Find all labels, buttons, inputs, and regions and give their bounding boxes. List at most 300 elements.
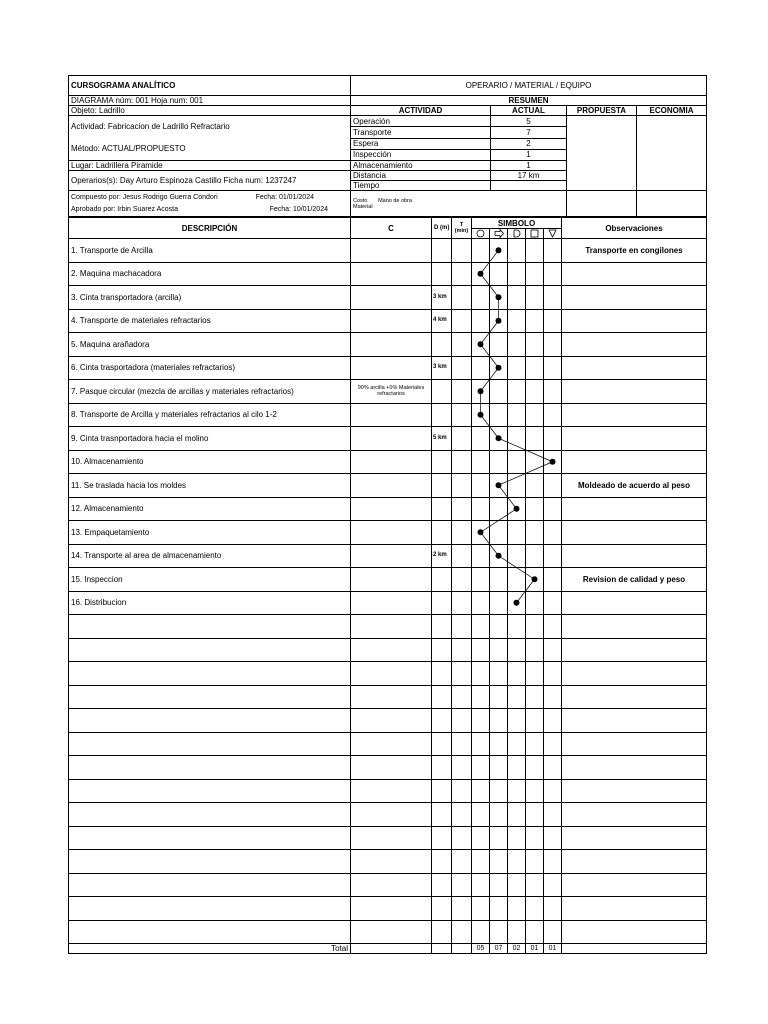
process-row xyxy=(69,450,707,474)
empty-cell xyxy=(69,638,351,662)
empty-cell xyxy=(452,732,472,756)
empty-cell xyxy=(69,709,351,733)
step-c: 90% arcilla +0% Materiales refractarios xyxy=(351,380,432,404)
step-observation xyxy=(562,333,707,357)
empty-cell xyxy=(472,850,490,874)
process-row xyxy=(69,568,707,592)
empty-row xyxy=(69,709,707,733)
info-activity-method xyxy=(69,116,351,161)
empty-cell xyxy=(526,920,544,944)
summary-value: 5 xyxy=(491,116,567,127)
empty-cell xyxy=(69,803,351,827)
empty-cell xyxy=(351,756,432,780)
empty-row xyxy=(69,685,707,709)
symbol-cell xyxy=(472,356,490,380)
empty-cell xyxy=(432,897,452,921)
empty-cell xyxy=(351,803,432,827)
empty-cell xyxy=(490,756,508,780)
step-distance: 3 km xyxy=(432,286,452,310)
empty-cell xyxy=(432,873,452,897)
process-row xyxy=(69,403,707,427)
empty-row xyxy=(69,756,707,780)
activity-col-header: ACTIVIDAD xyxy=(351,106,491,116)
step-time xyxy=(452,591,472,615)
total-obs xyxy=(562,944,707,954)
empty-cell xyxy=(526,709,544,733)
empty-cell xyxy=(508,826,526,850)
empty-cell xyxy=(490,685,508,709)
empty-row xyxy=(69,850,707,874)
step-description: 10. Almacenamiento xyxy=(69,450,351,474)
symbol-cell xyxy=(526,568,544,592)
step-description: 7. Pasque circular (mezcla de arcillas y materiales refractarios) xyxy=(69,380,351,404)
empty-cell xyxy=(562,873,707,897)
empty-cell xyxy=(452,803,472,827)
step-time xyxy=(452,403,472,427)
empty-cell xyxy=(544,873,562,897)
step-description: 1. Transporte de Arcilla xyxy=(69,239,351,263)
labor-label: Mano de obra xyxy=(378,197,413,204)
step-c xyxy=(351,286,432,310)
empty-cell xyxy=(562,803,707,827)
step-observation xyxy=(562,262,707,286)
symbol-cell xyxy=(526,474,544,498)
empty-cell xyxy=(452,756,472,780)
symbol-cell xyxy=(544,356,562,380)
analytic-flow-chart-sheet xyxy=(68,75,706,954)
step-time xyxy=(452,356,472,380)
step-observation xyxy=(562,427,707,451)
summary-label: Distancia xyxy=(351,171,491,181)
empty-cell xyxy=(508,850,526,874)
operators-field: Operarios(s): Day Arturo Espinoza Castillo Ficha num: 1237247 xyxy=(69,171,351,191)
empty-cell xyxy=(544,756,562,780)
symbol-cell xyxy=(544,450,562,474)
process-row xyxy=(69,474,707,498)
empty-cell xyxy=(544,920,562,944)
step-observation xyxy=(562,521,707,545)
symbol-cell xyxy=(526,286,544,310)
step-description: 6. Cinta trasportadora (materiales refractarios) xyxy=(69,356,351,380)
empty-cell xyxy=(452,638,472,662)
process-row xyxy=(69,286,707,310)
empty-cell xyxy=(452,709,472,733)
empty-cell xyxy=(69,685,351,709)
summary-value: 1 xyxy=(491,161,567,171)
empty-cell xyxy=(472,826,490,850)
empty-cell xyxy=(432,826,452,850)
empty-cell xyxy=(526,850,544,874)
empty-cell xyxy=(69,920,351,944)
empty-cell xyxy=(452,920,472,944)
symbol-cell xyxy=(490,356,508,380)
symbol-cell xyxy=(526,356,544,380)
step-observation: Moldeado de acuerdo al peso xyxy=(562,474,707,498)
empty-cell xyxy=(526,803,544,827)
empty-cell xyxy=(544,779,562,803)
empty-cell xyxy=(544,685,562,709)
summary-value: 17 km xyxy=(491,171,567,181)
total-c xyxy=(351,944,432,954)
process-row xyxy=(69,356,707,380)
empty-cell xyxy=(508,803,526,827)
step-time xyxy=(452,521,472,545)
empty-cell xyxy=(508,732,526,756)
empty-cell xyxy=(562,920,707,944)
empty-cell xyxy=(562,897,707,921)
process-row xyxy=(69,262,707,286)
empty-row xyxy=(69,615,707,639)
economy-cell xyxy=(637,116,707,191)
step-distance xyxy=(432,450,452,474)
storage-triangle-icon xyxy=(544,229,562,239)
sheet-title: CURSOGRAMA ANALÍTICO xyxy=(69,76,351,96)
empty-cell xyxy=(490,897,508,921)
empty-cell xyxy=(544,732,562,756)
empty-cell xyxy=(526,756,544,780)
total-row xyxy=(69,944,707,954)
empty-cell xyxy=(490,920,508,944)
empty-cell xyxy=(472,638,490,662)
symbol-cell xyxy=(490,568,508,592)
symbol-cell xyxy=(508,403,526,427)
cost-label: Costo xyxy=(353,197,368,204)
symbol-cell xyxy=(544,403,562,427)
empty-cell xyxy=(472,732,490,756)
empty-row xyxy=(69,873,707,897)
step-c xyxy=(351,427,432,451)
step-c xyxy=(351,333,432,357)
process-row xyxy=(69,333,707,357)
empty-cell xyxy=(452,826,472,850)
symbol-cell xyxy=(490,544,508,568)
symbol-cell xyxy=(508,450,526,474)
total-count: 01 xyxy=(544,944,562,954)
symbol-cell xyxy=(508,309,526,333)
symbol-cell xyxy=(490,286,508,310)
step-distance xyxy=(432,239,452,263)
empty-cell xyxy=(544,850,562,874)
symbol-cell xyxy=(526,497,544,521)
symbol-cell xyxy=(526,521,544,545)
composed-by: Compuesto por: Jesus Rodrigo Guerra Condori xyxy=(71,193,218,201)
cost-economy xyxy=(637,191,707,217)
empty-cell xyxy=(490,662,508,686)
composed-date: Fecha: 01/01/2024 xyxy=(255,193,314,201)
step-description: 4. Transporte de materiales refractarios xyxy=(69,309,351,333)
authors-cell xyxy=(69,191,351,217)
step-c xyxy=(351,309,432,333)
symbol-cell xyxy=(508,333,526,357)
empty-cell xyxy=(472,779,490,803)
symbol-cell xyxy=(490,309,508,333)
empty-cell xyxy=(69,873,351,897)
delay-d-icon xyxy=(508,229,526,239)
empty-cell xyxy=(472,803,490,827)
empty-cell xyxy=(508,709,526,733)
step-observation xyxy=(562,591,707,615)
empty-cell xyxy=(69,897,351,921)
step-description: 13. Empaquetamiento xyxy=(69,521,351,545)
material-label: Material xyxy=(353,203,373,210)
symbol-cell xyxy=(472,568,490,592)
step-observation xyxy=(562,403,707,427)
step-distance xyxy=(432,380,452,404)
symbol-cell xyxy=(508,591,526,615)
proposed-cell xyxy=(567,116,637,191)
step-distance xyxy=(432,474,452,498)
symbol-col-header: SIMBOLO xyxy=(472,218,562,229)
symbol-cell xyxy=(508,380,526,404)
summary-label: Tiempo xyxy=(351,181,491,191)
symbol-cell xyxy=(544,262,562,286)
step-c xyxy=(351,356,432,380)
step-time xyxy=(452,474,472,498)
step-distance: 3 km xyxy=(432,356,452,380)
empty-cell xyxy=(562,826,707,850)
summary-title: RESUMEN xyxy=(351,96,707,106)
step-description: 5. Maquina arañadora xyxy=(69,333,351,357)
empty-cell xyxy=(351,850,432,874)
empty-row xyxy=(69,920,707,944)
symbol-cell xyxy=(526,309,544,333)
step-c xyxy=(351,450,432,474)
symbol-cell xyxy=(490,380,508,404)
symbol-cell xyxy=(544,286,562,310)
empty-cell xyxy=(432,709,452,733)
step-observation xyxy=(562,544,707,568)
empty-cell xyxy=(562,850,707,874)
empty-cell xyxy=(508,615,526,639)
process-row xyxy=(69,544,707,568)
symbol-cell xyxy=(508,262,526,286)
process-row xyxy=(69,309,707,333)
step-c xyxy=(351,497,432,521)
empty-cell xyxy=(508,756,526,780)
step-c xyxy=(351,239,432,263)
empty-cell xyxy=(508,685,526,709)
process-row xyxy=(69,591,707,615)
method-field: Método: ACTUAL/PROPUESTO xyxy=(71,144,186,153)
empty-cell xyxy=(472,685,490,709)
empty-cell xyxy=(472,897,490,921)
symbol-cell xyxy=(526,427,544,451)
empty-cell xyxy=(490,638,508,662)
symbol-cell xyxy=(544,497,562,521)
step-distance xyxy=(432,497,452,521)
diagram-number: DIAGRAMA núm: 001 Hoja num: 001 xyxy=(69,96,351,106)
step-c xyxy=(351,568,432,592)
empty-cell xyxy=(544,803,562,827)
transport-arrow-icon xyxy=(490,229,508,239)
empty-cell xyxy=(490,850,508,874)
symbol-cell xyxy=(544,239,562,263)
actual-col-header: ACTUAL xyxy=(491,106,567,116)
empty-cell xyxy=(562,709,707,733)
step-description: 12. Almacenamiento xyxy=(69,497,351,521)
step-observation xyxy=(562,286,707,310)
empty-cell xyxy=(526,685,544,709)
step-observation xyxy=(562,356,707,380)
empty-cell xyxy=(432,756,452,780)
step-time xyxy=(452,568,472,592)
total-count: 05 xyxy=(472,944,490,954)
approved-date: Fecha: 10/01/2024 xyxy=(269,205,328,213)
step-c xyxy=(351,521,432,545)
symbol-cell xyxy=(508,521,526,545)
empty-cell xyxy=(490,779,508,803)
empty-cell xyxy=(562,662,707,686)
empty-cell xyxy=(452,615,472,639)
economy-col-header: ECONOMIA xyxy=(637,106,707,116)
empty-cell xyxy=(508,662,526,686)
summary-value: 2 xyxy=(491,138,567,149)
approved-by: Aprobado por: Irbin Suarez Acosta xyxy=(71,205,179,213)
symbol-cell xyxy=(490,591,508,615)
symbol-cell xyxy=(472,497,490,521)
process-row xyxy=(69,380,707,404)
symbol-cell xyxy=(544,591,562,615)
symbol-cell xyxy=(508,286,526,310)
empty-cell xyxy=(490,615,508,639)
step-description: 11. Se traslada hacia los moldes xyxy=(69,474,351,498)
empty-cell xyxy=(452,662,472,686)
t-col-header: T (min) xyxy=(452,218,472,239)
step-c xyxy=(351,262,432,286)
empty-cell xyxy=(69,615,351,639)
step-time xyxy=(452,333,472,357)
step-observation xyxy=(562,497,707,521)
symbol-cell xyxy=(526,591,544,615)
subject-label: OPERARIO / MATERIAL / EQUIPO xyxy=(351,76,707,96)
empty-cell xyxy=(351,897,432,921)
empty-cell xyxy=(351,732,432,756)
empty-cell xyxy=(526,638,544,662)
step-c xyxy=(351,403,432,427)
summary-value: 7 xyxy=(491,127,567,138)
empty-cell xyxy=(351,662,432,686)
header-table xyxy=(68,75,707,217)
symbol-cell xyxy=(472,591,490,615)
summary-label: Transporte xyxy=(351,127,491,138)
empty-cell xyxy=(472,709,490,733)
symbol-cell xyxy=(472,403,490,427)
empty-cell xyxy=(472,756,490,780)
symbol-cell xyxy=(544,380,562,404)
empty-cell xyxy=(69,732,351,756)
empty-cell xyxy=(490,709,508,733)
activity-field: Actividad: Fabricacion de Ladrillo Refractario xyxy=(71,122,230,131)
step-time xyxy=(452,380,472,404)
empty-cell xyxy=(508,779,526,803)
empty-cell xyxy=(351,873,432,897)
symbol-cell xyxy=(508,497,526,521)
c-col-header: C xyxy=(351,218,432,239)
step-description: 9. Cinta trasnportadora hacia el molino xyxy=(69,427,351,451)
symbol-cell xyxy=(508,568,526,592)
empty-cell xyxy=(508,897,526,921)
process-table xyxy=(68,217,707,954)
process-row xyxy=(69,239,707,263)
empty-cell xyxy=(544,662,562,686)
symbol-cell xyxy=(508,427,526,451)
step-description: 2. Maquina machacadora xyxy=(69,262,351,286)
symbol-cell xyxy=(472,450,490,474)
step-observation xyxy=(562,309,707,333)
empty-cell xyxy=(69,850,351,874)
empty-cell xyxy=(351,920,432,944)
empty-cell xyxy=(432,732,452,756)
empty-cell xyxy=(351,709,432,733)
step-observation xyxy=(562,380,707,404)
empty-cell xyxy=(472,615,490,639)
empty-row xyxy=(69,897,707,921)
empty-cell xyxy=(544,826,562,850)
symbol-cell xyxy=(490,450,508,474)
symbol-cell xyxy=(508,544,526,568)
empty-cell xyxy=(544,709,562,733)
empty-row xyxy=(69,779,707,803)
step-time xyxy=(452,239,472,263)
step-description: 3. Cinta transportadora (arcilla) xyxy=(69,286,351,310)
step-time xyxy=(452,544,472,568)
empty-cell xyxy=(544,615,562,639)
step-observation xyxy=(562,450,707,474)
empty-cell xyxy=(526,873,544,897)
place-field: Lugar: Ladrillera Piramide xyxy=(69,161,351,171)
total-count: 02 xyxy=(508,944,526,954)
step-distance: 2 km xyxy=(432,544,452,568)
empty-cell xyxy=(472,920,490,944)
step-time xyxy=(452,286,472,310)
symbol-cell xyxy=(472,262,490,286)
operation-circle-icon xyxy=(472,229,490,239)
empty-cell xyxy=(432,685,452,709)
step-distance xyxy=(432,521,452,545)
step-time xyxy=(452,497,472,521)
step-time xyxy=(452,309,472,333)
process-row xyxy=(69,497,707,521)
summary-value: 1 xyxy=(491,149,567,160)
symbol-cell xyxy=(508,474,526,498)
summary-value xyxy=(491,181,567,191)
step-c xyxy=(351,474,432,498)
empty-cell xyxy=(508,638,526,662)
empty-cell xyxy=(472,662,490,686)
empty-cell xyxy=(432,615,452,639)
symbol-cell xyxy=(472,521,490,545)
step-description: 15. Inspeccion xyxy=(69,568,351,592)
symbol-cell xyxy=(526,333,544,357)
empty-row xyxy=(69,732,707,756)
summary-label: Espera xyxy=(351,138,491,149)
empty-cell xyxy=(544,897,562,921)
step-time xyxy=(452,450,472,474)
step-c xyxy=(351,544,432,568)
empty-cell xyxy=(562,756,707,780)
total-t xyxy=(452,944,472,954)
empty-cell xyxy=(490,826,508,850)
cost-proposed xyxy=(567,191,637,217)
symbol-cell xyxy=(472,286,490,310)
symbol-cell xyxy=(490,403,508,427)
empty-cell xyxy=(351,685,432,709)
total-label: Total xyxy=(69,944,351,954)
symbol-cell xyxy=(544,309,562,333)
description-col-header: DESCRIPCIÓN xyxy=(69,218,351,239)
empty-row xyxy=(69,638,707,662)
d-col-header: D (m) xyxy=(432,218,452,239)
